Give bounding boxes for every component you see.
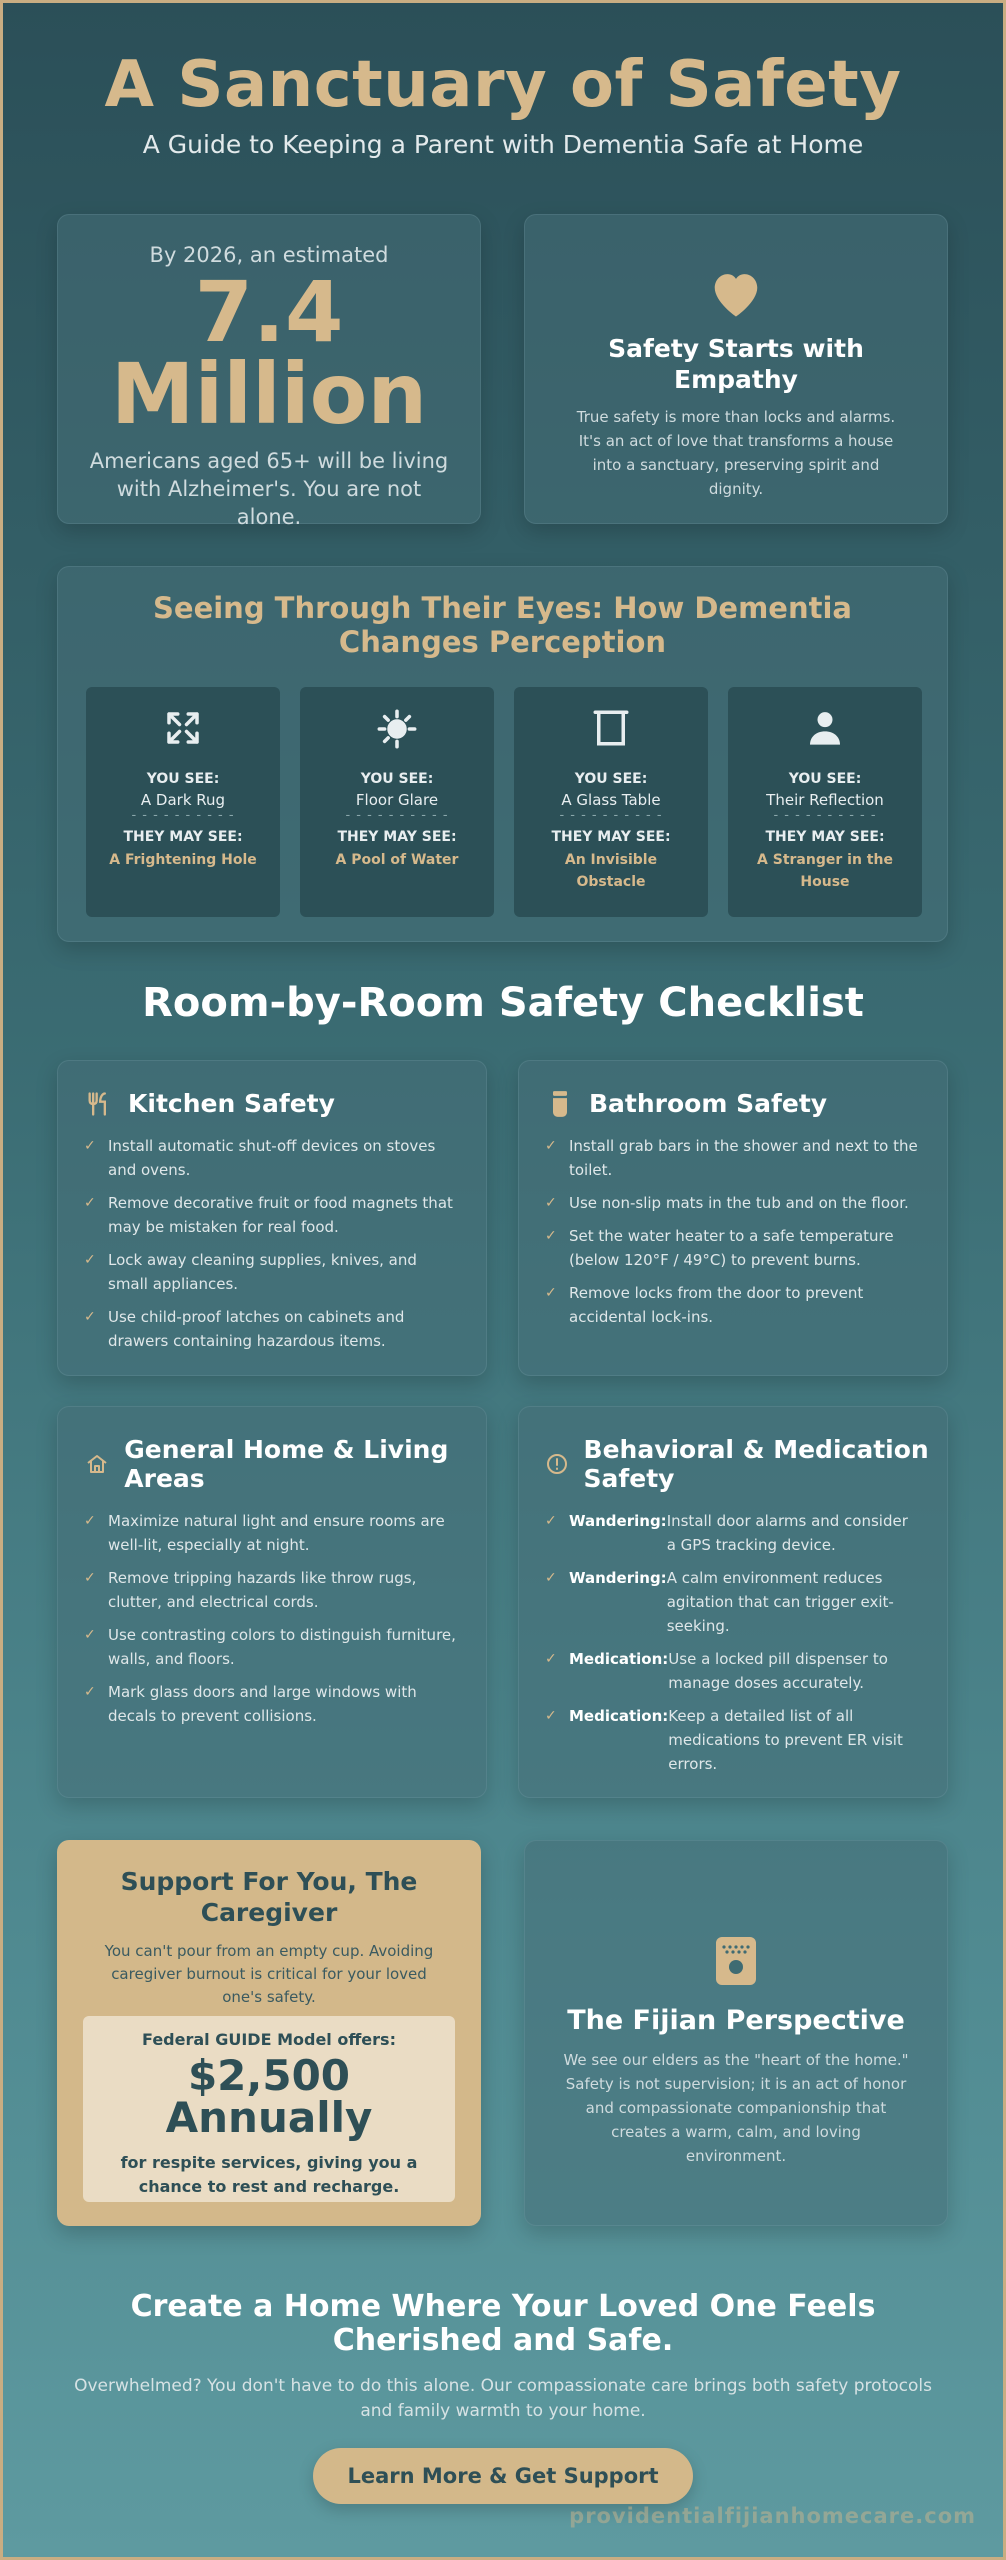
list-item: ✓ Set the water heater to a safe temperature (below 120°F / 49°C) to prevent burns. bbox=[545, 1224, 921, 1272]
heart-icon bbox=[525, 267, 947, 323]
check-icon: ✓ bbox=[545, 1285, 557, 1301]
check-icon: ✓ bbox=[545, 1195, 557, 1211]
list-item: ✓ Remove tripping hazards like throw rugs, clutter, and electrical cords. bbox=[84, 1566, 460, 1614]
they-see-value: A Pool of Water bbox=[335, 852, 459, 868]
check-icon: ✓ bbox=[545, 1138, 557, 1154]
they-see-label: THEY MAY SEE: bbox=[337, 829, 457, 845]
list-item: ✓ Medication: Keep a detailed list of all medications to prevent ER visit errors. bbox=[545, 1704, 921, 1776]
they-see-value: A Frightening Hole bbox=[109, 852, 257, 868]
check-icon: ✓ bbox=[545, 1513, 557, 1529]
they-see-value: An Invisible Obstacle bbox=[564, 852, 658, 890]
check-icon: ✓ bbox=[84, 1138, 96, 1154]
list-item: ✓ Use contrasting colors to distinguish furniture, walls, and floors. bbox=[84, 1623, 460, 1671]
support-intro: You can't pour from an empty cup. Avoiding caregiver burnout is critical for your loved one's safety. bbox=[104, 1942, 434, 2006]
list-item: ✓ Remove decorative fruit or food magnets that may be mistaken for real food. bbox=[84, 1191, 460, 1239]
statistic-number-value: 7.4 bbox=[194, 263, 344, 361]
list-item: ✓ Use child-proof latches on cabinets and drawers containing hazardous items. bbox=[84, 1305, 460, 1353]
empathy-title: Safety Starts with Empathy bbox=[608, 334, 864, 394]
learn-more-button[interactable]: Learn More & Get Support bbox=[313, 2448, 693, 2504]
kitchen-safety-title: Kitchen Safety bbox=[128, 1089, 335, 1118]
perception-section bbox=[57, 566, 948, 942]
you-see-label: YOU SEE: bbox=[788, 771, 862, 787]
behavioral-medication-card bbox=[518, 1406, 948, 1798]
they-see-label: THEY MAY SEE: bbox=[551, 829, 671, 845]
list-item: ✓ Remove locks from the door to prevent accidental lock-ins. bbox=[545, 1281, 921, 1329]
statistic-card bbox=[57, 214, 481, 529]
perception-card-rug bbox=[86, 687, 280, 917]
alert-circle-icon bbox=[545, 1452, 570, 1476]
kitchen-icon bbox=[84, 1091, 114, 1117]
you-see-label: YOU SEE: bbox=[574, 771, 648, 787]
check-icon: ✓ bbox=[84, 1627, 96, 1643]
fijian-title: The Fijian Perspective bbox=[567, 2005, 905, 2036]
perception-card-glass-table bbox=[514, 687, 708, 917]
list-item: ✓ Mark glass doors and large windows with decals to prevent collisions. bbox=[84, 1680, 460, 1728]
person-icon bbox=[728, 707, 922, 751]
divider: - - - - - - - - - - bbox=[345, 808, 449, 823]
support-title: Support For You, The Caregiver bbox=[120, 1867, 418, 1927]
divider: - - - - - - - - - - bbox=[773, 808, 877, 823]
statistic-number bbox=[58, 263, 480, 443]
perception-card-reflection bbox=[728, 687, 922, 917]
bathroom-safety-title: Bathroom Safety bbox=[589, 1089, 828, 1118]
offer-text: for respite services, giving you a chance to rest and recharge. bbox=[120, 2153, 418, 2196]
expand-arrows-icon bbox=[86, 707, 280, 751]
divider: - - - - - - - - - - bbox=[559, 808, 663, 823]
behavioral-medication-title: Behavioral & Medication Safety bbox=[583, 1435, 929, 1493]
glass-table-icon bbox=[514, 707, 708, 751]
page-subtitle: A Guide to Keeping a Parent with Dementia Safe at Home bbox=[142, 130, 864, 159]
they-see-label: THEY MAY SEE: bbox=[123, 829, 243, 845]
check-icon: ✓ bbox=[84, 1309, 96, 1325]
drum-icon bbox=[525, 1933, 947, 1989]
divider: - - - - - - - - - - bbox=[131, 808, 235, 823]
check-icon: ✓ bbox=[545, 1708, 557, 1724]
statistic-description: Americans aged 65+ will be living with Alzheimer's. You are not alone. bbox=[89, 449, 449, 529]
offer-amount-value: $2,500 bbox=[187, 2051, 351, 2100]
perception-title: Seeing Through Their Eyes: How Dementia Changes Perception bbox=[153, 591, 852, 659]
guide-offer-box bbox=[83, 2016, 455, 2202]
list-item: ✓ Lock away cleaning supplies, knives, and small appliances. bbox=[84, 1248, 460, 1296]
list-item: ✓ Install automatic shut-off devices on stoves and ovens. bbox=[84, 1134, 460, 1182]
check-icon: ✓ bbox=[84, 1513, 96, 1529]
you-see-value: Floor Glare bbox=[355, 791, 439, 809]
list-item: ✓ Install grab bars in the shower and next to the toilet. bbox=[545, 1134, 921, 1182]
statistic-number-unit: Million bbox=[110, 345, 428, 443]
check-icon: ✓ bbox=[545, 1228, 557, 1244]
perception-card-glare bbox=[300, 687, 494, 917]
offer-amount bbox=[83, 2051, 455, 2142]
empathy-card bbox=[524, 214, 948, 524]
check-icon: ✓ bbox=[84, 1570, 96, 1586]
you-see-label: YOU SEE: bbox=[360, 771, 434, 787]
list-item: ✓ Medication: Use a locked pill dispenser to manage doses accurately. bbox=[545, 1647, 921, 1695]
page-title: A Sanctuary of Safety bbox=[104, 48, 902, 122]
general-home-card bbox=[57, 1406, 487, 1798]
list-item: ✓ Wandering: Install door alarms and consider a GPS tracking device. bbox=[545, 1509, 921, 1557]
empathy-text: True safety is more than locks and alarms. It's an act of love that transforms a house into a sanctuary, preserving spirit and dignity. bbox=[576, 408, 896, 498]
check-icon: ✓ bbox=[84, 1684, 96, 1700]
list-item: ✓ Wandering: A calm environment reduces agitation that can trigger exit-seeking. bbox=[545, 1566, 921, 1638]
offer-amount-period: Annually bbox=[165, 2093, 373, 2142]
check-icon: ✓ bbox=[545, 1651, 557, 1667]
caregiver-support-card bbox=[57, 1840, 481, 2226]
checklist-title: Room-by-Room Safety Checklist bbox=[142, 980, 864, 1026]
statistic-intro: By 2026, an estimated bbox=[149, 243, 389, 267]
you-see-label: YOU SEE: bbox=[146, 771, 220, 787]
they-see-value: A Stranger in the House bbox=[757, 852, 893, 890]
list-item: ✓ Maximize natural light and ensure rooms are well-lit, especially at night. bbox=[84, 1509, 460, 1557]
check-icon: ✓ bbox=[84, 1195, 96, 1211]
check-icon: ✓ bbox=[84, 1252, 96, 1268]
offer-label: Federal GUIDE Model offers: bbox=[142, 2030, 396, 2049]
fijian-perspective-card bbox=[524, 1840, 948, 2226]
general-home-title: General Home & Living Areas bbox=[124, 1435, 449, 1493]
you-see-value: A Glass Table bbox=[561, 791, 661, 809]
you-see-value: A Dark Rug bbox=[140, 791, 226, 809]
list-item: ✓ Use non-slip mats in the tub and on the floor. bbox=[545, 1191, 921, 1215]
bathroom-icon bbox=[545, 1090, 575, 1118]
bathroom-safety-card bbox=[518, 1060, 948, 1376]
fijian-text: We see our elders as the "heart of the home." Safety is not supervision; it is an act of honor and compassionate companionship that creates a warm, calm, and loving environment. bbox=[563, 2051, 909, 2165]
website-watermark: providentialfijianhomecare.com bbox=[569, 2504, 976, 2528]
check-icon: ✓ bbox=[545, 1570, 557, 1586]
light-glare-icon bbox=[300, 707, 494, 751]
you-see-value: Their Reflection bbox=[766, 791, 884, 809]
they-see-label: THEY MAY SEE: bbox=[765, 829, 885, 845]
home-icon bbox=[84, 1452, 110, 1476]
cta-title: Create a Home Where Your Loved One Feels Cherished and Safe. bbox=[130, 2289, 876, 2358]
kitchen-safety-card bbox=[57, 1060, 487, 1376]
cta-text: Overwhelmed? You don't have to do this alone. Our compassionate care brings both safety protocols and family warmth to your home. bbox=[74, 2376, 932, 2421]
